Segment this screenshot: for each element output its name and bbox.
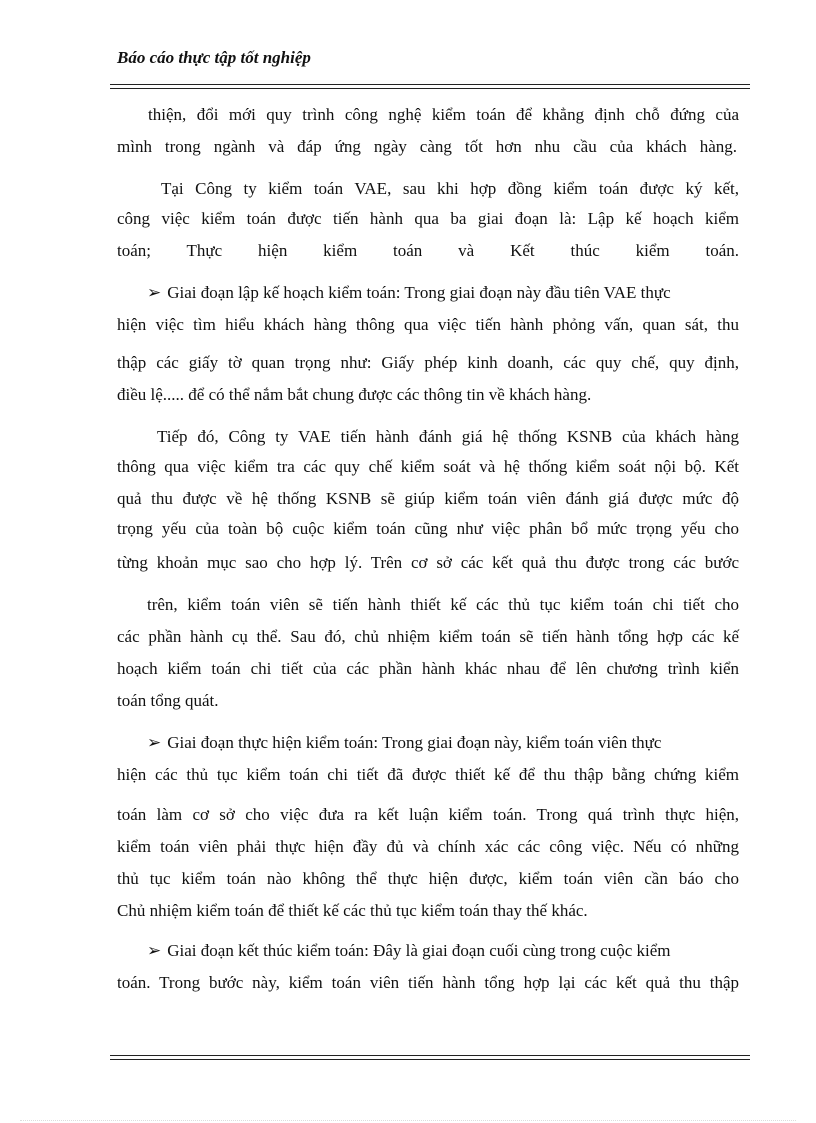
text-line: Chủ nhiệm kiểm toán để thiết kế các thủ tục kiểm toán thay thế khác. xyxy=(117,901,588,920)
text-line: toán; Thực hiện kiểm toán và Kết thúc kiểm toán. xyxy=(117,241,739,260)
text-line: Giai đoạn lập kế hoạch kiểm toán: Trong giai đoạn này đầu tiên VAE thực xyxy=(167,283,671,302)
text-line: hoạch kiểm toán chi tiết của các phần hành khác nhau để lên chương trình kiển xyxy=(117,659,739,678)
footer-rule-bottom xyxy=(110,1059,750,1060)
text-line: Giai đoạn kết thúc kiểm toán: Đây là giai đoạn cuối cùng trong cuộc kiểm xyxy=(167,941,671,960)
bullet-item xyxy=(147,936,739,966)
text-line: quả thu được về hệ thống KSNB sẽ giúp kiểm toán viên đánh giá được mức độ xyxy=(117,489,739,508)
text-line: hiện việc tìm hiểu khách hàng thông qua việc tiến hành phỏng vấn, quan sát, thu xyxy=(117,315,739,334)
footer-rule-top xyxy=(110,1055,750,1056)
text-line: toán làm cơ sở cho việc đưa ra kết luận kiểm toán. Trong quá trình thực hiện, xyxy=(117,805,739,824)
text-line: thập các giấy tờ quan trọng như: Giấy phép kinh doanh, các quy chế, quy định, xyxy=(117,353,739,372)
text-line: Tại Công ty kiểm toán VAE, sau khi hợp đồng kiểm toán được ký kết, xyxy=(161,179,739,198)
text-line: thông qua việc kiểm tra các quy chế kiểm soát và hệ thống kiểm soát nội bộ. Kết xyxy=(117,457,739,476)
text-line: hiện các thủ tục kiểm toán chi tiết đã được thiết kế để thu thập bằng chứng kiểm xyxy=(117,765,739,784)
header-rule-top xyxy=(110,84,750,85)
text-line: điều lệ..... để có thể nắm bắt chung được các thông tin về khách hàng. xyxy=(117,385,592,404)
arrow-bullet-icon: ➢ xyxy=(147,733,162,752)
text-line: kiểm toán viên phải thực hiện đầy đủ và chính xác các công việc. Nếu có những xyxy=(117,837,739,856)
text-line: toán tổng quát. xyxy=(117,691,219,710)
text-line: trên, kiểm toán viên sẽ tiến hành thiết kế các thủ tục kiểm toán chi tiết cho xyxy=(147,595,739,614)
text-line: Giai đoạn thực hiện kiểm toán: Trong giai đoạn này, kiểm toán viên thực xyxy=(167,733,662,752)
text-line: từng khoản mục sao cho hợp lý. Trên cơ sở các kết quả thu được trong các bước xyxy=(117,553,739,572)
page-edge-dots xyxy=(20,1120,796,1121)
bullet-item xyxy=(147,278,739,308)
text-line: công việc kiểm toán được tiến hành qua ba giai đoạn là: Lập kế hoạch kiểm xyxy=(117,209,739,228)
text-line: toán. Trong bước này, kiểm toán viên tiến hành tổng hợp lại các kết quả thu thập xyxy=(117,973,739,992)
bullet-item xyxy=(147,728,739,758)
header-rule-bottom xyxy=(110,88,750,89)
text-line: Tiếp đó, Công ty VAE tiến hành đánh giá hệ thống KSNB của khách hàng xyxy=(157,427,739,446)
text-line: thiện, đổi mới quy trình công nghệ kiểm toán để khẳng định chỗ đứng của xyxy=(148,105,739,124)
text-line: mình trong ngành và đáp ứng ngày càng tốt hơn nhu cầu của khách hàng. xyxy=(117,137,737,156)
text-line: các phần hành cụ thể. Sau đó, chủ nhiệm kiểm toán sẽ tiến hành tổng hợp các kế xyxy=(117,627,739,646)
page-header-title: Báo cáo thực tập tốt nghiệp xyxy=(117,48,311,67)
text-line: thủ tục kiểm toán nào không thể thực hiện được, kiểm toán viên cần báo cho xyxy=(117,869,739,888)
text-line: trọng yếu của toàn bộ cuộc kiểm toán cũng như việc phân bổ mức trọng yếu cho xyxy=(117,519,739,538)
arrow-bullet-icon: ➢ xyxy=(147,283,162,302)
arrow-bullet-icon: ➢ xyxy=(147,941,162,960)
